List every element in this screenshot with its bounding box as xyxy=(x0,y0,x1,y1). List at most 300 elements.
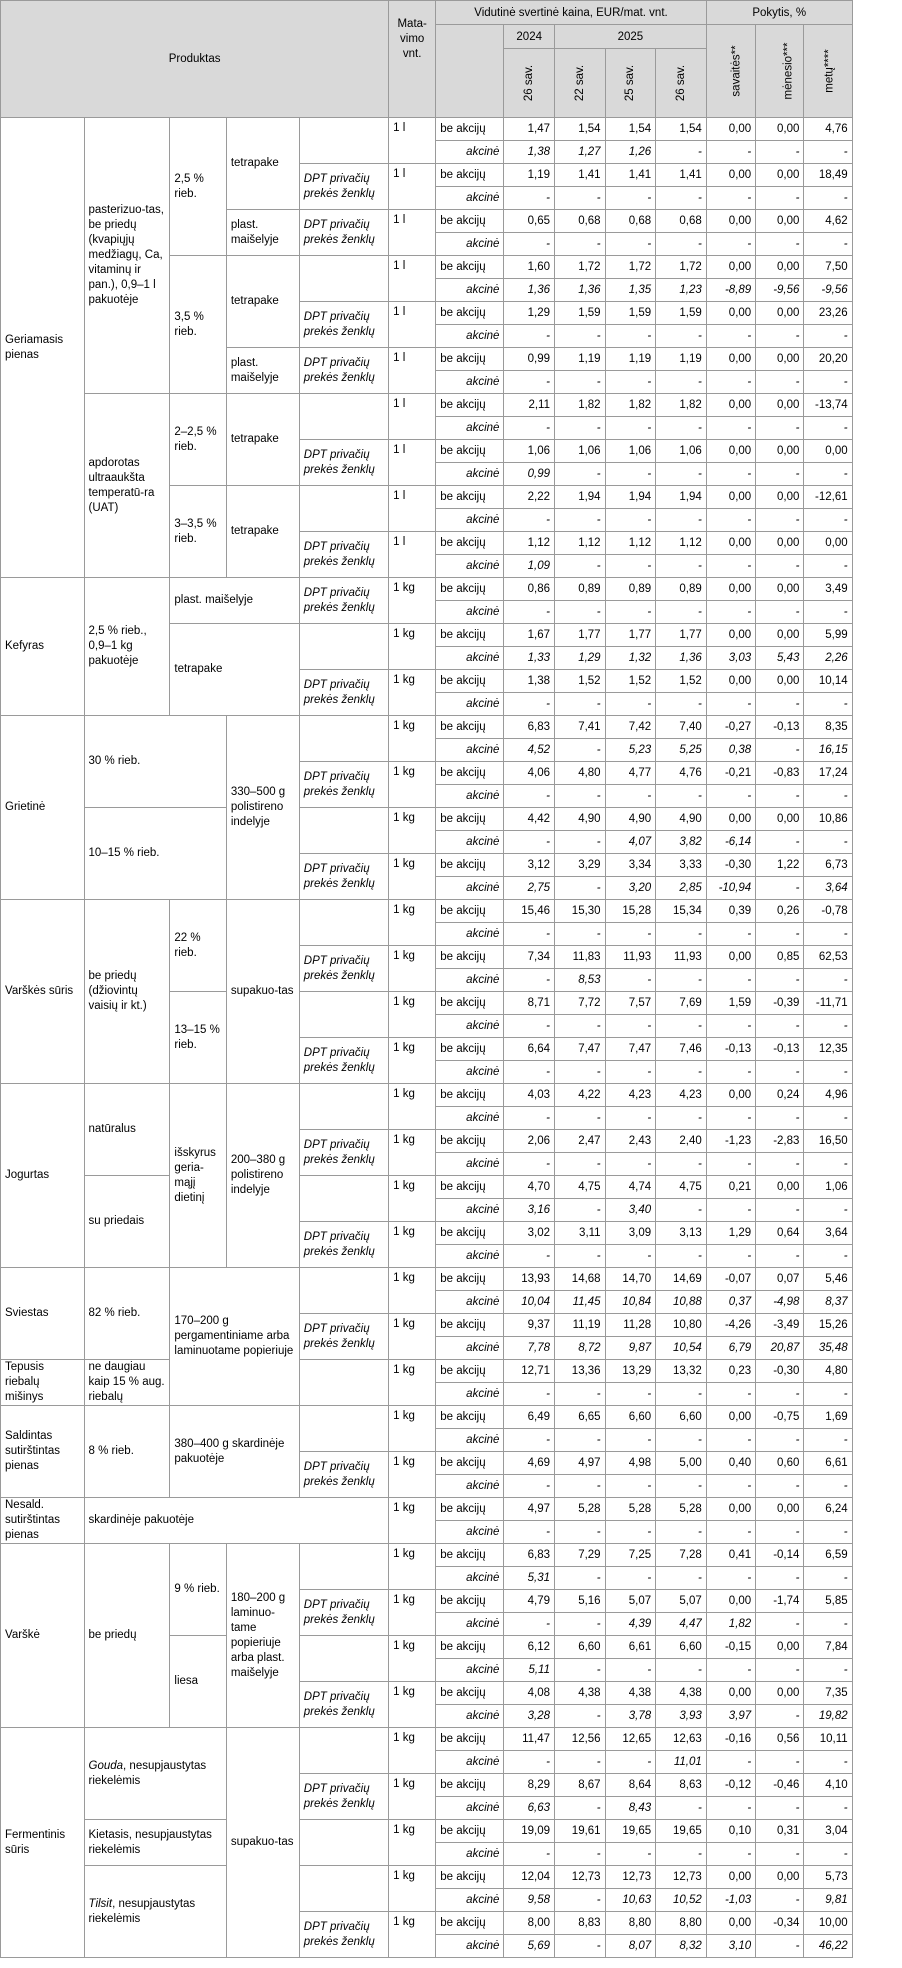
price-cell: 4,90 xyxy=(555,808,606,831)
price-cell: 3,40 xyxy=(605,1199,656,1222)
price-cell: - xyxy=(555,877,606,900)
change-cell: 0,00 xyxy=(706,1084,755,1107)
change-cell: 0,00 xyxy=(756,1866,804,1889)
price-type-cell: be akcijų xyxy=(436,946,504,969)
change-cell: 18,49 xyxy=(804,164,852,187)
change-cell: -0,16 xyxy=(706,1728,755,1751)
change-cell: 0,00 xyxy=(804,532,852,555)
price-cell: 15,28 xyxy=(605,900,656,923)
change-cell: - xyxy=(706,1199,755,1222)
price-type-cell: be akcijų xyxy=(436,486,504,509)
product-attribute xyxy=(299,394,388,440)
change-cell: - xyxy=(756,1705,804,1728)
price-cell: 6,12 xyxy=(504,1636,555,1659)
price-cell: 1,26 xyxy=(605,141,656,164)
price-cell: - xyxy=(555,555,606,578)
change-cell: - xyxy=(756,1245,804,1268)
unit-cell: 1 kg xyxy=(389,1820,436,1866)
change-cell: -10,94 xyxy=(706,877,755,900)
price-cell: 8,80 xyxy=(656,1912,707,1935)
price-cell: 7,25 xyxy=(605,1544,656,1567)
price-cell: - xyxy=(605,1521,656,1544)
change-cell: 0,00 xyxy=(756,1498,804,1521)
price-cell: 1,82 xyxy=(656,394,707,417)
price-type-cell: akcinė xyxy=(436,923,504,946)
price-cell: - xyxy=(555,1153,606,1176)
price-cell: 4,76 xyxy=(656,762,707,785)
price-cell: - xyxy=(555,1245,606,1268)
price-cell: 4,23 xyxy=(656,1084,707,1107)
price-cell: - xyxy=(555,1705,606,1728)
price-cell: 10,80 xyxy=(656,1314,707,1337)
price-type-cell: be akcijų xyxy=(436,210,504,233)
price-cell: - xyxy=(555,1061,606,1084)
price-cell: - xyxy=(605,325,656,348)
change-cell: - xyxy=(706,1383,755,1406)
product-attribute xyxy=(299,1084,388,1130)
price-cell: - xyxy=(555,1475,606,1498)
price-type-cell: be akcijų xyxy=(436,394,504,417)
change-cell: -9,56 xyxy=(756,279,804,302)
price-cell: 11,28 xyxy=(605,1314,656,1337)
price-cell: 1,77 xyxy=(656,624,707,647)
table-row xyxy=(1,808,901,831)
change-cell: - xyxy=(706,1797,755,1820)
product-attribute xyxy=(299,1820,388,1866)
price-cell: 4,90 xyxy=(605,808,656,831)
price-type-cell: akcinė xyxy=(436,1383,504,1406)
change-cell: - xyxy=(804,1567,852,1590)
change-cell: - xyxy=(756,1659,804,1682)
change-cell: - xyxy=(804,1061,852,1084)
change-cell: 10,11 xyxy=(804,1728,852,1751)
change-cell: 3,97 xyxy=(706,1705,755,1728)
price-cell: 1,06 xyxy=(504,440,555,463)
product-name: Kefyras xyxy=(1,578,85,716)
price-type-cell: be akcijų xyxy=(436,900,504,923)
price-type-cell: be akcijų xyxy=(436,532,504,555)
price-cell: 1,12 xyxy=(656,532,707,555)
price-cell: - xyxy=(555,785,606,808)
price-type-cell: akcinė xyxy=(436,1245,504,1268)
price-cell: 1,32 xyxy=(605,647,656,670)
change-cell: - xyxy=(706,601,755,624)
price-cell: 8,83 xyxy=(555,1912,606,1935)
price-cell: 8,63 xyxy=(656,1774,707,1797)
price-cell: 19,61 xyxy=(555,1820,606,1843)
change-cell: 0,00 xyxy=(756,302,804,325)
change-cell: 4,10 xyxy=(804,1774,852,1797)
price-cell: 19,65 xyxy=(656,1820,707,1843)
price-cell: - xyxy=(656,1383,707,1406)
price-cell: 5,23 xyxy=(605,739,656,762)
change-cell: 0,85 xyxy=(756,946,804,969)
change-cell: - xyxy=(804,325,852,348)
change-cell: 0,00 xyxy=(706,164,755,187)
change-cell: 0,00 xyxy=(706,670,755,693)
price-type-cell: akcinė xyxy=(436,1889,504,1912)
change-cell: 0,56 xyxy=(756,1728,804,1751)
product-name: Varškė xyxy=(1,1544,85,1728)
price-cell: 14,69 xyxy=(656,1268,707,1291)
price-cell: - xyxy=(656,325,707,348)
product-attribute xyxy=(299,1636,388,1682)
product-attribute xyxy=(299,808,388,854)
product-attribute: 3,5 % rieb. xyxy=(170,256,226,394)
price-cell: 4,07 xyxy=(605,831,656,854)
price-cell: 1,59 xyxy=(656,302,707,325)
price-type-cell: akcinė xyxy=(436,509,504,532)
change-cell: -1,03 xyxy=(706,1889,755,1912)
change-cell: 10,00 xyxy=(804,1912,852,1935)
product-attribute: 22 % rieb. xyxy=(170,900,226,992)
price-type-cell: akcinė xyxy=(436,693,504,716)
change-cell: - xyxy=(756,555,804,578)
product-attribute: 82 % rieb. xyxy=(84,1268,170,1360)
change-cell: 0,00 xyxy=(706,440,755,463)
price-type-cell: akcinė xyxy=(436,1751,504,1774)
price-cell: - xyxy=(555,1383,606,1406)
price-cell: - xyxy=(656,555,707,578)
price-cell: - xyxy=(656,601,707,624)
unit-cell: 1 kg xyxy=(389,1360,436,1406)
price-cell: 15,34 xyxy=(656,900,707,923)
unit-cell: 1 kg xyxy=(389,1038,436,1084)
price-cell: 4,22 xyxy=(555,1084,606,1107)
price-cell: 1,72 xyxy=(656,256,707,279)
price-cell: - xyxy=(656,1429,707,1452)
price-cell: 4,69 xyxy=(504,1452,555,1475)
price-type-cell: be akcijų xyxy=(436,1820,504,1843)
change-cell: - xyxy=(706,923,755,946)
unit-cell: 1 kg xyxy=(389,1774,436,1820)
price-type-cell: akcinė xyxy=(436,187,504,210)
price-type-cell: be akcijų xyxy=(436,1682,504,1705)
change-cell: 1,29 xyxy=(706,1222,755,1245)
change-cell: 1,82 xyxy=(706,1613,755,1636)
table-row xyxy=(1,1084,901,1107)
change-cell: -0,13 xyxy=(756,1038,804,1061)
change-cell: 10,86 xyxy=(804,808,852,831)
price-cell: 5,28 xyxy=(555,1498,606,1521)
product-attribute: DPT privačių prekės ženklų xyxy=(299,348,388,394)
price-cell: - xyxy=(504,371,555,394)
change-cell: - xyxy=(804,1107,852,1130)
price-cell: - xyxy=(504,233,555,256)
price-cell: 19,09 xyxy=(504,1820,555,1843)
product-name: Fermentinis sūris xyxy=(1,1728,85,1958)
change-cell: 0,00 xyxy=(756,440,804,463)
change-cell: -0,30 xyxy=(706,854,755,877)
unit-cell: 1 kg xyxy=(389,1084,436,1130)
price-cell: - xyxy=(504,1383,555,1406)
price-type-cell: akcinė xyxy=(436,969,504,992)
change-cell: -6,14 xyxy=(706,831,755,854)
price-type-cell: be akcijų xyxy=(436,1038,504,1061)
product-attribute: supakuo-tas xyxy=(226,1728,299,1958)
change-cell: - xyxy=(756,831,804,854)
product-attribute xyxy=(299,118,388,164)
product-name: Grietinė xyxy=(1,716,85,900)
price-cell: - xyxy=(605,1015,656,1038)
change-cell: - xyxy=(756,233,804,256)
price-cell: - xyxy=(504,1153,555,1176)
change-cell: 16,15 xyxy=(804,739,852,762)
price-cell: 4,39 xyxy=(605,1613,656,1636)
price-cell: 1,59 xyxy=(605,302,656,325)
change-cell: 7,84 xyxy=(804,1636,852,1659)
price-cell: 1,29 xyxy=(504,302,555,325)
product-attribute xyxy=(299,1268,388,1314)
price-type-cell: be akcijų xyxy=(436,670,504,693)
price-cell: - xyxy=(656,1475,707,1498)
change-cell: 0,26 xyxy=(756,900,804,923)
price-cell: - xyxy=(555,1199,606,1222)
product-attribute: DPT privačių prekės ženklų xyxy=(299,1452,388,1498)
change-cell: - xyxy=(804,417,852,440)
price-cell: - xyxy=(555,509,606,532)
price-cell: 11,01 xyxy=(656,1751,707,1774)
change-cell: - xyxy=(804,601,852,624)
product-attribute: DPT privačių prekės ženklų xyxy=(299,440,388,486)
change-cell: - xyxy=(706,1429,755,1452)
price-cell: - xyxy=(555,1429,606,1452)
product-attribute: DPT privačių prekės ženklų xyxy=(299,1222,388,1268)
table-row xyxy=(1,1176,901,1199)
change-cell: - xyxy=(756,1061,804,1084)
price-cell: - xyxy=(555,463,606,486)
change-cell: 0,00 xyxy=(706,624,755,647)
product-attribute: 2,5 % rieb. xyxy=(170,118,226,256)
price-cell: 4,97 xyxy=(555,1452,606,1475)
unit-cell: 1 l xyxy=(389,210,436,256)
table-row xyxy=(1,1498,901,1521)
unit-cell: 1 l xyxy=(389,532,436,578)
price-type-cell: akcinė xyxy=(436,877,504,900)
price-type-cell: be akcijų xyxy=(436,854,504,877)
change-cell: -12,61 xyxy=(804,486,852,509)
price-cell: 6,64 xyxy=(504,1038,555,1061)
price-cell: - xyxy=(504,831,555,854)
price-cell: 1,35 xyxy=(605,279,656,302)
change-cell: - xyxy=(706,785,755,808)
price-cell: 4,03 xyxy=(504,1084,555,1107)
price-cell: 0,68 xyxy=(605,210,656,233)
header-product: Produktas xyxy=(1,1,389,118)
price-cell: 3,78 xyxy=(605,1705,656,1728)
change-cell: -0,83 xyxy=(756,762,804,785)
price-cell: 13,93 xyxy=(504,1268,555,1291)
change-cell: -2,83 xyxy=(756,1130,804,1153)
change-cell: - xyxy=(756,463,804,486)
change-cell: - xyxy=(804,785,852,808)
product-attribute: 200–380 g polistireno indelyje xyxy=(226,1084,299,1268)
price-cell: - xyxy=(555,831,606,854)
header-change-week: savaitės** xyxy=(706,25,755,118)
product-attribute: 13–15 % rieb. xyxy=(170,992,226,1084)
change-cell: 35,48 xyxy=(804,1337,852,1360)
product-attribute: DPT privačių prekės ženklų xyxy=(299,210,388,256)
price-cell: 8,67 xyxy=(555,1774,606,1797)
price-cell: 1,52 xyxy=(555,670,606,693)
change-cell: - xyxy=(756,1935,804,1958)
change-cell: - xyxy=(706,187,755,210)
change-cell: 0,23 xyxy=(706,1360,755,1383)
product-attribute xyxy=(299,900,388,946)
price-cell: 7,69 xyxy=(656,992,707,1015)
change-cell: 0,00 xyxy=(706,532,755,555)
price-type-cell: be akcijų xyxy=(436,1728,504,1751)
change-cell: - xyxy=(804,1429,852,1452)
change-cell: - xyxy=(804,693,852,716)
price-cell: - xyxy=(605,1153,656,1176)
table-row xyxy=(1,900,901,923)
change-cell: 4,96 xyxy=(804,1084,852,1107)
price-type-cell: be akcijų xyxy=(436,624,504,647)
product-attribute: DPT privačių prekės ženklų xyxy=(299,946,388,992)
change-cell: - xyxy=(756,371,804,394)
change-cell: 0,60 xyxy=(756,1452,804,1475)
change-cell: 0,00 xyxy=(706,348,755,371)
price-cell: 11,93 xyxy=(656,946,707,969)
change-cell: 0,21 xyxy=(706,1176,755,1199)
price-cell: 0,65 xyxy=(504,210,555,233)
unit-cell: 1 kg xyxy=(389,1728,436,1774)
price-cell: 1,72 xyxy=(555,256,606,279)
price-cell: 8,64 xyxy=(605,1774,656,1797)
product-name: Saldintas sutirštintas pienas xyxy=(1,1406,85,1498)
price-cell: 12,65 xyxy=(605,1728,656,1751)
product-attribute: 180–200 g laminuo-tame popieriuje arba plast. maišelyje xyxy=(226,1544,299,1728)
price-type-cell: akcinė xyxy=(436,1153,504,1176)
price-cell: 14,68 xyxy=(555,1268,606,1291)
change-cell: - xyxy=(706,1061,755,1084)
price-cell: 12,73 xyxy=(555,1866,606,1889)
change-cell: 3,64 xyxy=(804,1222,852,1245)
change-cell: 3,64 xyxy=(804,877,852,900)
change-cell: 0,24 xyxy=(756,1084,804,1107)
price-cell: 11,47 xyxy=(504,1728,555,1751)
product-attribute xyxy=(299,486,388,532)
price-cell: - xyxy=(504,1843,555,1866)
price-type-cell: be akcijų xyxy=(436,1268,504,1291)
price-cell: 8,00 xyxy=(504,1912,555,1935)
unit-cell: 1 kg xyxy=(389,762,436,808)
price-cell: 5,11 xyxy=(504,1659,555,1682)
price-cell: - xyxy=(656,371,707,394)
price-type-cell: be akcijų xyxy=(436,716,504,739)
change-cell: 0,00 xyxy=(756,256,804,279)
product-attribute: tetrapake xyxy=(226,256,299,348)
price-cell: 3,28 xyxy=(504,1705,555,1728)
product-attribute xyxy=(299,256,388,302)
price-cell: - xyxy=(555,601,606,624)
price-cell: 4,75 xyxy=(656,1176,707,1199)
change-cell: -4,26 xyxy=(706,1314,755,1337)
price-type-cell: akcinė xyxy=(436,1705,504,1728)
change-cell: - xyxy=(756,1797,804,1820)
price-cell: - xyxy=(605,1843,656,1866)
price-cell: 11,45 xyxy=(555,1291,606,1314)
change-cell: 16,50 xyxy=(804,1130,852,1153)
change-cell: 0,00 xyxy=(756,1176,804,1199)
change-cell: 0,10 xyxy=(706,1820,755,1843)
change-cell: -0,14 xyxy=(756,1544,804,1567)
price-cell: - xyxy=(504,417,555,440)
price-cell: 7,47 xyxy=(555,1038,606,1061)
change-cell: 6,24 xyxy=(804,1498,852,1521)
price-type-cell: akcinė xyxy=(436,1337,504,1360)
price-cell: 10,04 xyxy=(504,1291,555,1314)
price-cell: - xyxy=(504,1245,555,1268)
price-cell: 5,00 xyxy=(656,1452,707,1475)
header-year-2024: 2024 xyxy=(504,25,555,49)
header-change-month: mėnesio*** xyxy=(756,25,804,118)
price-cell: 1,19 xyxy=(656,348,707,371)
price-type-cell: be akcijų xyxy=(436,1636,504,1659)
unit-cell: 1 kg xyxy=(389,1866,436,1912)
price-cell: - xyxy=(504,693,555,716)
product-attribute xyxy=(299,1544,388,1590)
change-cell: 3,04 xyxy=(804,1820,852,1843)
price-cell: 12,73 xyxy=(656,1866,707,1889)
change-cell: 3,49 xyxy=(804,578,852,601)
price-cell: - xyxy=(605,1475,656,1498)
change-cell: 0,07 xyxy=(756,1268,804,1291)
change-cell: - xyxy=(706,555,755,578)
change-cell: 62,53 xyxy=(804,946,852,969)
price-type-cell: akcinė xyxy=(436,785,504,808)
change-cell: - xyxy=(756,509,804,532)
unit-cell: 1 l xyxy=(389,302,436,348)
change-cell: - xyxy=(804,141,852,164)
change-cell: 5,73 xyxy=(804,1866,852,1889)
price-cell: 14,70 xyxy=(605,1268,656,1291)
change-cell: 3,03 xyxy=(706,647,755,670)
change-cell: 0,00 xyxy=(706,256,755,279)
change-cell: - xyxy=(706,1659,755,1682)
product-attribute xyxy=(299,1360,388,1406)
price-cell: - xyxy=(555,1107,606,1130)
table-row xyxy=(1,1544,901,1567)
price-cell: 1,12 xyxy=(504,532,555,555)
change-cell: 17,24 xyxy=(804,762,852,785)
change-cell: 23,26 xyxy=(804,302,852,325)
header-unit: Mata-vimo vnt. xyxy=(389,1,436,118)
header-year-2025: 2025 xyxy=(555,25,707,49)
product-attribute: natūralus xyxy=(84,1084,170,1176)
price-cell: - xyxy=(656,463,707,486)
product-name: Nesald. sutirštintas pienas xyxy=(1,1498,85,1544)
price-cell: - xyxy=(504,509,555,532)
change-cell: - xyxy=(756,187,804,210)
change-cell: - xyxy=(804,233,852,256)
change-cell: 15,26 xyxy=(804,1314,852,1337)
change-cell: - xyxy=(756,1521,804,1544)
price-cell: - xyxy=(656,233,707,256)
price-cell: 1,94 xyxy=(656,486,707,509)
product-attribute xyxy=(299,1406,388,1452)
price-cell: 1,47 xyxy=(504,118,555,141)
product-attribute: tetrapake xyxy=(170,624,299,716)
change-cell: 0,00 xyxy=(706,1866,755,1889)
price-type-cell: be akcijų xyxy=(436,1176,504,1199)
price-cell: 4,97 xyxy=(504,1498,555,1521)
change-cell: -4,98 xyxy=(756,1291,804,1314)
price-type-cell: be akcijų xyxy=(436,1222,504,1245)
price-cell: 0,99 xyxy=(504,348,555,371)
change-cell: 0,00 xyxy=(706,946,755,969)
